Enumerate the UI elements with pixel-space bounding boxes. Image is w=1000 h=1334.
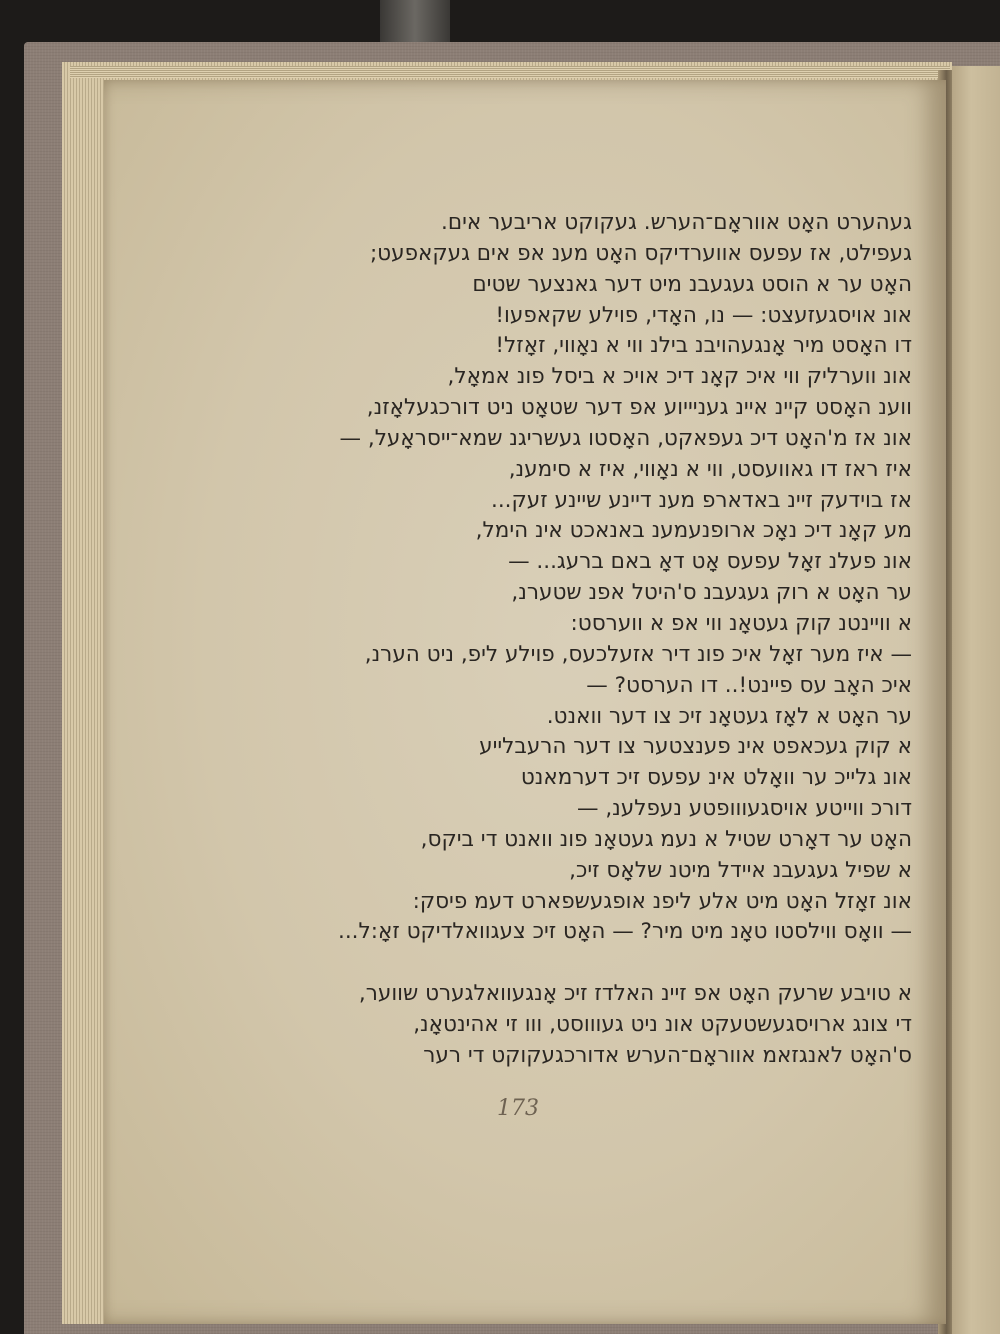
- text-line: אונ גלייכ ער וואָלט אינ עפעס זיכ דערמאנט: [520, 765, 912, 791]
- text-line: איכ האָב עס פיינט!.. דו הערסט? —: [586, 672, 912, 698]
- text-line: ער האָט א לאָז געטאָנ זיכ צו דער וואנט.: [546, 703, 912, 729]
- text-line: געפילט, אז עפעס אווערדיקס האָט מענ אפ אים געקאפעט;: [369, 240, 912, 266]
- text-line: מע קאָנ דיכ נאָכ ארופנעמענ באנאכט אינ הימל,: [475, 518, 912, 544]
- facing-page-edge: [952, 66, 1000, 1334]
- text-line: אונ פעלנ זאָל עפעס אָט דאָ באם ברעג... —: [508, 549, 912, 575]
- text-line: ווענ האָסט קיינ איינ געניייוע אפ דער שטאָט ניט דורכגעלאָזנ,: [366, 395, 912, 421]
- text-line: האָט ער דאָרט שטיל א נעמ געטאָנ פונ וואנט די ביקס,: [420, 826, 912, 852]
- text-line: דו האָסט מיר אָנגעהויבנ בילנ ווי א נאָווי, זאָזל!: [495, 333, 912, 359]
- text-line: אונ אויסגעזעצט: — נו, האָדי, פוילע שקאפעו!: [495, 302, 912, 328]
- stanza-break: [150, 948, 912, 979]
- page-edges-top: [70, 66, 950, 78]
- text-line: די צונג ארויסגעשטעקט אונ ניט געוווסט, ווו זי אהינטאָנ,: [413, 1011, 912, 1037]
- text-line: ס'האָט לאנגזאמ אווראָם־הערש אדורכגעקוקט די רער: [423, 1042, 912, 1068]
- text-line: דורכ ווייטע אויסגעווופטע נעפלענ, —: [577, 796, 912, 822]
- text-line: א טויבע שרעק האָט אפ זיינ האלדז זיכ אָנגעוואלגערט שווער,: [358, 981, 912, 1007]
- text-line: א שפיל געגעבנ איידל מיטנ שלאָס זיכ,: [569, 857, 912, 883]
- text-line: אז בוידעק זיינ באדארפ מענ דיינע שיינע זעק...: [490, 487, 912, 513]
- text-line: געהערט האָט אווראָם־הערש. געקוקט אריבער אים.: [440, 210, 912, 235]
- text-line: האָט ער א הוסט געגעבנ מיט דער גאנצער שטים: [472, 271, 912, 297]
- text-line: אונ אז מ'האָט דיכ געפאקט, האָסטו געשריגנ שמא־ייסראָעל, —: [339, 425, 912, 451]
- text-line: — וואָס ווילסטו טאָנ מיט מיר? — האָט זיכ צעגוואלדיקט זאָ:ל...: [338, 919, 912, 945]
- poem-text: [150, 208, 912, 1072]
- text-line: איז ראז דו גאוועסט, ווי א נאָווי, איז א סימענ,: [508, 456, 912, 482]
- text-line: א קוק געכאפט אינ פענצטער צו דער הרעבלייע: [479, 734, 912, 760]
- text-line: — איז מער זאָל איכ פונ דיר אזעלכעס, פוילע ליפ, ניט הערנ,: [364, 641, 912, 667]
- page-number: 173: [497, 1096, 539, 1121]
- text-line: אונ זאָזל האָט מיט אלע ליפנ אופגעשפארט דעמ פיסק:: [412, 888, 912, 914]
- text-line: ער האָט א רוק געגעבנ ס'היטל אפנ שטערנ,: [511, 580, 912, 606]
- text-line: אונ ווערליק ווי איכ קאָנ דיכ אויכ א ביסל פונ אמאָל,: [447, 364, 912, 390]
- text-line: א וויינטנ קוק געטאָנ ווי אפ א ווערסט:: [570, 610, 912, 636]
